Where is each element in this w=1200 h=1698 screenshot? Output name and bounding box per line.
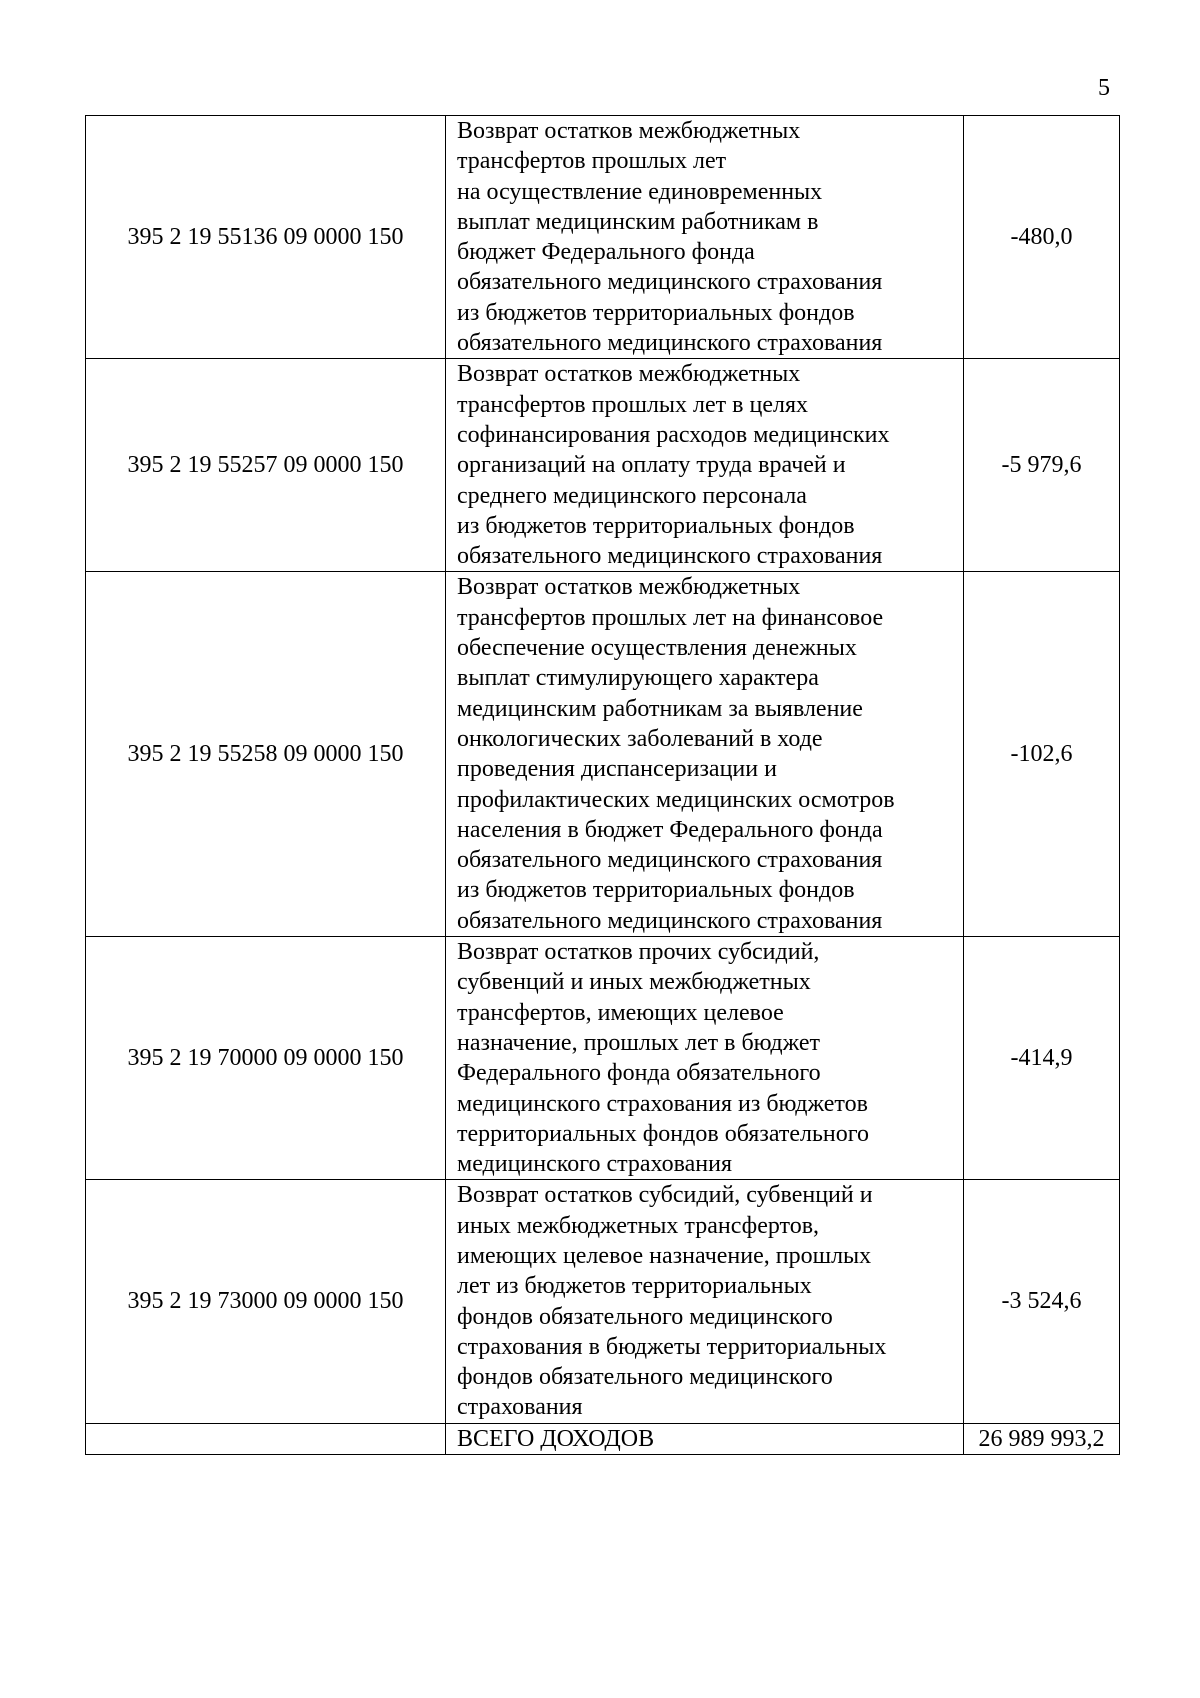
total-code-cell [86,1423,446,1454]
description-line: трансфертов прошлых лет [457,148,727,175]
description-line: имеющих целевое назначение, прошлых [457,1242,872,1269]
budget-code-cell: 395 2 19 73000 09 0000 150 [86,1180,446,1423]
description-line: трансфертов, имеющих целевое [457,999,784,1026]
description-line: организаций на оплату труда врачей и [457,452,846,479]
amount-cell: -3 524,6 [964,1180,1120,1423]
description-line: Возврат остатков субсидий, субвенций и [457,1182,873,1209]
budget-code-cell: 395 2 19 55136 09 0000 150 [86,116,446,359]
amount-cell: -5 979,6 [964,359,1120,572]
revenue-table [85,115,1120,1455]
description-line: выплат медицинским работникам в [457,208,819,235]
description-line: иных межбюджетных трансфертов, [457,1212,820,1239]
description-line: субвенций и иных межбюджетных [457,969,811,996]
description-line: обеспечение осуществления денежных [457,635,857,662]
page-number: 5 [1098,75,1110,101]
description-line: медицинского страхования [457,1151,733,1178]
description-line: из бюджетов территориальных фондов [457,299,855,326]
description-cell [446,937,964,1180]
table-row [86,1180,1120,1423]
description-line: из бюджетов территориальных фондов [457,877,855,904]
description-line: Возврат остатков межбюджетных [457,361,801,388]
total-amount: 26 989 993,2 [964,1423,1120,1454]
description-cell [446,359,964,572]
description-line: населения в бюджет Федерального фонда [457,816,883,843]
description-line: обязательного медицинского страхования [457,330,883,357]
budget-code-cell: 395 2 19 55258 09 0000 150 [86,572,446,937]
amount-cell: -102,6 [964,572,1120,937]
description-line: проведения диспансеризации и [457,756,777,783]
amount-cell: -414,9 [964,937,1120,1180]
description-line: фондов обязательного медицинского [457,1364,833,1391]
description-line: Возврат остатков межбюджетных [457,118,801,144]
description-line: среднего медицинского персонала [457,482,807,509]
amount-cell: -480,0 [964,116,1120,359]
description-line: страхования в бюджеты территориальных [457,1333,887,1360]
table-row [86,937,1120,1180]
description-line: Возврат остатков прочих субсидий, [457,939,820,966]
description-cell [446,116,964,359]
description-line: обязательного медицинского страхования [457,543,883,570]
description-line: медицинским работникам за выявление [457,695,863,722]
description-cell [446,572,964,937]
description-line: выплат стимулирующего характера [457,665,819,692]
budget-code-cell: 395 2 19 70000 09 0000 150 [86,937,446,1180]
description-line: онкологических заболеваний в ходе [457,725,823,752]
description-line: обязательного медицинского страхования [457,847,883,874]
description-line: из бюджетов территориальных фондов [457,512,855,539]
description-line: фондов обязательного медицинского [457,1303,833,1330]
table-row [86,359,1120,572]
description-line: страхования [457,1394,583,1421]
total-label: ВСЕГО ДОХОДОВ [446,1423,964,1454]
description-line: медицинского страхования из бюджетов [457,1090,868,1117]
description-line: назначение, прошлых лет в бюджет [457,1029,820,1056]
description-line: софинансирования расходов медицинских [457,421,890,448]
description-line: обязательного медицинского страхования [457,907,883,934]
table-row [86,572,1120,937]
description-line: лет из бюджетов территориальных [457,1273,812,1300]
description-line: трансфертов прошлых лет на финансовое [457,604,884,631]
description-line: профилактических медицинских осмотров [457,786,895,813]
description-line: Федерального фонда обязательного [457,1060,821,1087]
description-line: на осуществление единовременных [457,178,823,205]
description-line: бюджет Федерального фонда [457,239,755,266]
description-cell [446,1180,964,1423]
total-row [86,1423,1120,1454]
table-row [86,116,1120,359]
budget-code-cell: 395 2 19 55257 09 0000 150 [86,359,446,572]
description-line: трансфертов прошлых лет в целях [457,391,808,418]
description-line: обязательного медицинского страхования [457,269,883,296]
description-line: Возврат остатков межбюджетных [457,574,801,601]
description-line: территориальных фондов обязательного [457,1120,870,1147]
